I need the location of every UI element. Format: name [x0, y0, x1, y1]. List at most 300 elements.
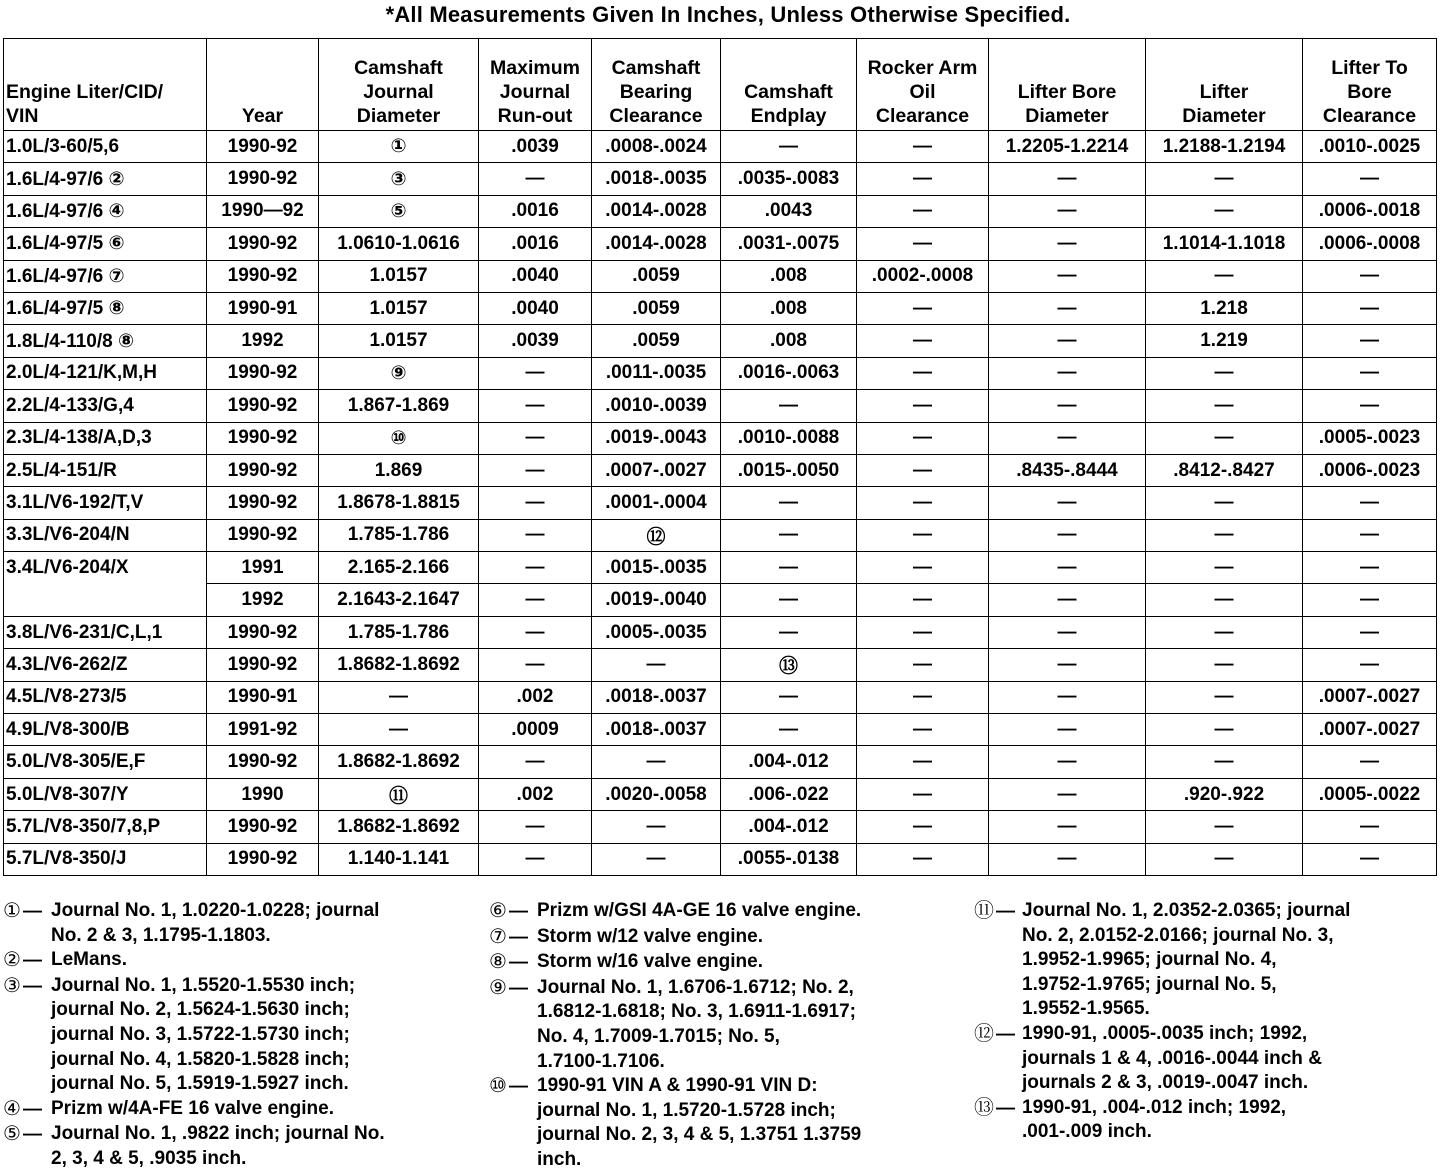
table-cell: —: [989, 390, 1146, 422]
table-cell: —: [989, 325, 1146, 357]
table-cell: —: [857, 616, 989, 648]
table-cell: .8435-.8444: [989, 454, 1146, 486]
column-header: Camshaft Endplay: [721, 39, 857, 131]
table-cell: —: [857, 714, 989, 746]
footnote-number: ⑨: [489, 976, 507, 999]
table-cell: 1.219: [1146, 325, 1303, 357]
table-cell: .0014-.0028: [592, 195, 721, 227]
table-cell: —: [721, 487, 857, 519]
table-cell: —: [989, 584, 1146, 616]
table-row: [4, 454, 1437, 486]
table-cell: .0007-.0027: [592, 454, 721, 486]
table-cell: —: [592, 843, 721, 875]
table-cell: 1.8682-1.8692: [319, 746, 479, 778]
table-cell: —: [989, 228, 1146, 260]
table-cell: 1.0157: [319, 260, 479, 292]
table-cell: —: [1303, 390, 1437, 422]
footnote-text: Journal No. 1, 1.0220-1.0228; journal No. 2 & 3, 1.1795-1.1803.: [51, 900, 380, 946]
table-cell: .0035-.0083: [721, 163, 857, 195]
table-cell: .002: [479, 681, 592, 713]
footnote: [489, 925, 969, 951]
table-cell: ⑬: [721, 649, 857, 681]
table-cell: 1.2205-1.2214: [989, 131, 1146, 163]
table-cell: —: [857, 584, 989, 616]
footnote: [974, 899, 1454, 1022]
footnote-text: Storm w/16 valve engine.: [537, 951, 763, 973]
table-cell: .0001-.0004: [592, 487, 721, 519]
table-cell: .0016: [479, 195, 592, 227]
table-cell: —: [857, 325, 989, 357]
table-row: [4, 778, 1437, 810]
footnote-marker: ② —: [3, 949, 42, 972]
engine-cell: 3.4L/V6-204/X: [4, 552, 207, 584]
table-row: [4, 422, 1437, 454]
column-header: Maximum Journal Run-out: [479, 39, 592, 131]
table-cell: —: [479, 649, 592, 681]
engine-cell: 3.8L/V6-231/C,L,1: [4, 616, 207, 648]
table-cell: .002: [479, 778, 592, 810]
table-cell: 1990-92: [207, 811, 319, 843]
table-cell: —: [319, 714, 479, 746]
table-cell: .006-.022: [721, 778, 857, 810]
table-cell: —: [479, 746, 592, 778]
table-cell: —: [1146, 584, 1303, 616]
table-cell: —: [721, 552, 857, 584]
table-cell: 1.140-1.141: [319, 843, 479, 875]
table-cell: .0043: [721, 195, 857, 227]
table-cell: .0007-.0027: [1303, 714, 1437, 746]
footnote-marker: ⑨ —: [489, 976, 528, 999]
table-cell: 1.1014-1.1018: [1146, 228, 1303, 260]
table-cell: ⑪: [319, 778, 479, 810]
footnote-marker: ① —: [3, 900, 42, 922]
table-cell: —: [721, 131, 857, 163]
table-cell: —: [479, 454, 592, 486]
table-row: [4, 195, 1437, 227]
footnote-text: 1990-91, .0005-.0035 inch; 1992, journals 1 & 4, .0016-.0044 inch & journals 2 & 3, .0019-.0047 inch.: [1022, 1022, 1322, 1094]
table-cell: —: [989, 778, 1146, 810]
table-cell: .0010-.0039: [592, 390, 721, 422]
table-cell: —: [1146, 714, 1303, 746]
table-cell: 1990-92: [207, 422, 319, 454]
footnote: [3, 899, 483, 948]
table-cell: —: [479, 422, 592, 454]
column-header: Rocker Arm Oil Clearance: [857, 39, 989, 131]
engine-cell: 5.0L/V8-305/E,F: [4, 746, 207, 778]
table-cell: 1990-92: [207, 616, 319, 648]
table-cell: —: [1303, 616, 1437, 648]
table-cell: —: [1303, 584, 1437, 616]
table-cell: 1.785-1.786: [319, 616, 479, 648]
table-row: [4, 131, 1437, 163]
table-cell: 1.785-1.786: [319, 519, 479, 551]
table-row: [4, 811, 1437, 843]
table-cell: 1990-92: [207, 228, 319, 260]
table-cell: .004-.012: [721, 746, 857, 778]
engine-cell: 2.0L/4-121/K,M,H: [4, 357, 207, 389]
table-cell: —: [857, 649, 989, 681]
table-cell: —: [1146, 649, 1303, 681]
engine-cell: 1.0L/3-60/5,6: [4, 131, 207, 163]
footnote-marker: ⑧ —: [489, 951, 528, 974]
table-cell: 1990-92: [207, 649, 319, 681]
table-cell: —: [989, 195, 1146, 227]
table-cell: —: [1146, 163, 1303, 195]
table-cell: —: [989, 714, 1146, 746]
engine-cell: 4.3L/V6-262/Z: [4, 649, 207, 681]
table-cell: .0016-.0063: [721, 357, 857, 389]
table-row: [4, 260, 1437, 292]
table-row: [4, 519, 1437, 551]
table-cell: .0005-.0023: [1303, 422, 1437, 454]
column-header: Lifter To Bore Clearance: [1303, 39, 1437, 131]
table-row: [4, 714, 1437, 746]
table-header-row: [4, 39, 1437, 131]
table-cell: 1.8678-1.8815: [319, 487, 479, 519]
table-cell: .0039: [479, 325, 592, 357]
table-cell: .0014-.0028: [592, 228, 721, 260]
table-cell: —: [479, 357, 592, 389]
table-cell: .0005-.0035: [592, 616, 721, 648]
table-cell: .0015-.0050: [721, 454, 857, 486]
table-cell: 1991: [207, 552, 319, 584]
table-cell: .008: [721, 325, 857, 357]
table-cell: .0006-.0023: [1303, 454, 1437, 486]
footnote-text: Journal No. 1, 2.0352-2.0365; journal No. 2, 2.0152-2.0166; journal No. 3, 1.9952-1.9965; journal No. 4, 1.9752-1.9765; journal No. 5, 1.9552-1.9565.: [1022, 900, 1351, 1020]
table-row: [4, 163, 1437, 195]
table-cell: 1.8682-1.8692: [319, 649, 479, 681]
table-cell: .0019-.0040: [592, 584, 721, 616]
engine-cell: 4.5L/V8-273/5: [4, 681, 207, 713]
table-cell: .0055-.0138: [721, 843, 857, 875]
engine-cell: 5.7L/V8-350/J: [4, 843, 207, 875]
footnote-number: ③: [3, 974, 21, 997]
table-cell: —: [1146, 519, 1303, 551]
engine-cell: 4.9L/V8-300/B: [4, 714, 207, 746]
table-cell: 1990: [207, 778, 319, 810]
table-cell: —: [857, 195, 989, 227]
table-cell: .0016: [479, 228, 592, 260]
table-cell: —: [721, 714, 857, 746]
table-cell: —: [989, 487, 1146, 519]
table-cell: —: [721, 616, 857, 648]
table-cell: —: [1146, 422, 1303, 454]
table-cell: .0031-.0075: [721, 228, 857, 260]
footnote-marker: ⑫ —: [974, 1022, 1015, 1045]
table-cell: —: [1303, 519, 1437, 551]
table-row: [4, 228, 1437, 260]
footnote-text: Journal No. 1, 1.5520-1.5530 inch; journal No. 2, 1.5624-1.5630 inch; journal No. 3, 1.5722-1.5730 inch; journal No. 4, 1.5820-1.5828 inch; journal No. 5, 1.5919-1.5927 inch.: [51, 974, 356, 1095]
table-cell: —: [1303, 357, 1437, 389]
column-header: Camshaft Journal Diameter: [319, 39, 479, 131]
table-cell: 1990-92: [207, 454, 319, 486]
table-cell: —: [989, 616, 1146, 648]
table-cell: —: [989, 163, 1146, 195]
table-cell: —: [857, 454, 989, 486]
footnotes-column-3: [974, 899, 1454, 1145]
table-row: [4, 843, 1437, 875]
table-cell: 1990-92: [207, 260, 319, 292]
footnote: [489, 976, 969, 1074]
footnote-text: Prizm w/4A-FE 16 valve engine.: [51, 1097, 334, 1119]
table-cell: ⑫: [592, 519, 721, 551]
table-cell: —: [857, 552, 989, 584]
table-cell: —: [857, 487, 989, 519]
table-cell: .0059: [592, 292, 721, 324]
table-cell: 1.0610-1.0616: [319, 228, 479, 260]
table-cell: 1990-92: [207, 131, 319, 163]
table-cell: —: [479, 552, 592, 584]
table-cell: —: [1146, 195, 1303, 227]
table-cell: —: [1303, 811, 1437, 843]
footnote-text: Prizm w/GSI 4A-GE 16 valve engine.: [537, 900, 862, 921]
footnote: [489, 1074, 969, 1172]
table-cell: —: [1146, 357, 1303, 389]
table-cell: —: [1146, 390, 1303, 422]
table-cell: .0018-.0037: [592, 681, 721, 713]
table-cell: 1992: [207, 325, 319, 357]
footnote-marker: ⑬ —: [974, 1096, 1015, 1119]
table-cell: —: [479, 584, 592, 616]
footnote-text: LeMans.: [51, 949, 128, 971]
table-cell: .008: [721, 260, 857, 292]
table-cell: —: [857, 811, 989, 843]
table-cell: 1990-92: [207, 519, 319, 551]
table-cell: —: [989, 811, 1146, 843]
engine-cell: 2.2L/4-133/G,4: [4, 390, 207, 422]
table-cell: —: [592, 649, 721, 681]
table-cell: —: [989, 681, 1146, 713]
footnote-number: ⑩: [489, 1075, 507, 1098]
table-cell: —: [1303, 487, 1437, 519]
table-cell: .0018-.0037: [592, 714, 721, 746]
table-cell: —: [479, 843, 592, 875]
table-cell: —: [1303, 260, 1437, 292]
table-cell: 1991-92: [207, 714, 319, 746]
table-cell: —: [1146, 260, 1303, 292]
footnote: [489, 899, 969, 925]
table-cell: —: [857, 357, 989, 389]
table-cell: .0059: [592, 325, 721, 357]
table-cell: 1990-92: [207, 746, 319, 778]
footnote-number: ⑬: [974, 1096, 994, 1119]
footnote-text: Journal No. 1, 1.6706-1.6712; No. 2, 1.6812-1.6818; No. 3, 1.6911-1.6917; No. 4, 1.7009-1.7015; No. 5, 1.7100-1.7106.: [537, 976, 857, 1072]
table-row: [4, 681, 1437, 713]
engine-cell: 1.6L/4-97/6 ②: [4, 163, 207, 195]
table-cell: —: [989, 843, 1146, 875]
table-cell: —: [857, 746, 989, 778]
table-cell: —: [857, 843, 989, 875]
table-cell: .0010-.0025: [1303, 131, 1437, 163]
table-cell: —: [989, 260, 1146, 292]
table-cell: .0010-.0088: [721, 422, 857, 454]
footnote-text: 1990-91 VIN A & 1990-91 VIN D: journal No. 1, 1.5720-1.5728 inch; journal No. 2, 3, 4 & 5, 1.3751 1.3759 inch.: [537, 1075, 862, 1170]
footnote-marker: ③ —: [3, 974, 42, 997]
table-cell: .004-.012: [721, 811, 857, 843]
footnote-number: ①: [3, 900, 21, 922]
engine-cell: 3.1L/V6-192/T,V: [4, 487, 207, 519]
table-row: [4, 746, 1437, 778]
engine-cell: 5.0L/V8-307/Y: [4, 778, 207, 810]
footnote-marker: ⑥ —: [489, 900, 528, 922]
table-cell: .0006-.0018: [1303, 195, 1437, 227]
footnote-number: ⑦: [489, 925, 507, 948]
engine-cell: [4, 584, 207, 616]
table-cell: ③: [319, 163, 479, 195]
table-cell: .0002-.0008: [857, 260, 989, 292]
table-cell: 1.0157: [319, 325, 479, 357]
table-cell: ⑩: [319, 422, 479, 454]
table-cell: ①: [319, 131, 479, 163]
table-cell: —: [1146, 616, 1303, 648]
table-cell: 2.165-2.166: [319, 552, 479, 584]
table-row: [4, 487, 1437, 519]
table-cell: —: [721, 584, 857, 616]
table-cell: 1.0157: [319, 292, 479, 324]
engine-cell: 1.8L/4-110/8 ⑧: [4, 325, 207, 357]
table-cell: —: [1146, 746, 1303, 778]
table-cell: .0011-.0035: [592, 357, 721, 389]
table-cell: —: [857, 163, 989, 195]
footnotes-column-2: [489, 899, 969, 1173]
table-cell: —: [857, 519, 989, 551]
table-cell: —: [1303, 552, 1437, 584]
footnote: [3, 1122, 483, 1171]
table-cell: —: [721, 681, 857, 713]
column-header: Camshaft Bearing Clearance: [592, 39, 721, 131]
table-cell: —: [479, 811, 592, 843]
column-header: Year: [207, 39, 319, 131]
camshaft-specifications-table: [3, 38, 1437, 876]
footnote: [3, 1097, 483, 1123]
footnote-number: ⑤: [3, 1123, 21, 1146]
table-cell: .0005-.0022: [1303, 778, 1437, 810]
footnote-number: ⑪: [974, 900, 994, 922]
table-cell: .008: [721, 292, 857, 324]
footnote-number: ⑥: [489, 900, 507, 922]
footnote-text: Journal No. 1, .9822 inch; journal No. 2, 3, 4 & 5, .9035 inch.: [51, 1123, 385, 1169]
engine-cell: 2.5L/4-151/R: [4, 454, 207, 486]
table-cell: 1990-92: [207, 163, 319, 195]
table-cell: .0009: [479, 714, 592, 746]
table-cell: —: [857, 131, 989, 163]
footnote-number: ⑫: [974, 1022, 994, 1045]
table-cell: .920-.922: [1146, 778, 1303, 810]
engine-cell: 3.3L/V6-204/N: [4, 519, 207, 551]
table-cell: —: [857, 681, 989, 713]
footnote-marker: ⑦ —: [489, 925, 528, 948]
footnote-text: 1990-91, .004-.012 inch; 1992, .001-.009 inch.: [1022, 1096, 1287, 1143]
table-row: [4, 649, 1437, 681]
table-row: [4, 584, 1437, 616]
column-header: Engine Liter/CID/ VIN: [4, 39, 207, 131]
table-cell: 1990-92: [207, 843, 319, 875]
table-cell: —: [1303, 292, 1437, 324]
table-cell: —: [989, 357, 1146, 389]
table-cell: .0018-.0035: [592, 163, 721, 195]
table-cell: 1990—92: [207, 195, 319, 227]
table-row: [4, 552, 1437, 584]
table-row: [4, 390, 1437, 422]
table-cell: —: [857, 292, 989, 324]
table-cell: 1992: [207, 584, 319, 616]
table-cell: .0059: [592, 260, 721, 292]
footnote: [489, 950, 969, 976]
table-row: [4, 357, 1437, 389]
table-cell: —: [1146, 811, 1303, 843]
table-cell: .0006-.0008: [1303, 228, 1437, 260]
table-cell: —: [1303, 843, 1437, 875]
engine-cell: 1.6L/4-97/5 ⑥: [4, 228, 207, 260]
table-cell: —: [1303, 649, 1437, 681]
table-cell: —: [989, 552, 1146, 584]
footnote-number: ⑧: [489, 951, 507, 974]
table-cell: —: [479, 487, 592, 519]
table-cell: 1990-92: [207, 390, 319, 422]
table-row: [4, 325, 1437, 357]
footnote: [3, 948, 483, 974]
footnote: [974, 1022, 1454, 1096]
table-cell: —: [479, 519, 592, 551]
table-cell: 1.867-1.869: [319, 390, 479, 422]
column-header: Lifter Bore Diameter: [989, 39, 1146, 131]
footnote: [974, 1096, 1454, 1145]
footnote-marker: ⑩ —: [489, 1075, 528, 1098]
table-cell: —: [857, 422, 989, 454]
table-cell: —: [479, 163, 592, 195]
table-cell: —: [989, 292, 1146, 324]
page-title: *All Measurements Given In Inches, Unless Otherwise Specified.: [385, 2, 1071, 27]
table-cell: —: [479, 390, 592, 422]
table-cell: —: [1146, 681, 1303, 713]
footnote: [3, 974, 483, 1097]
engine-cell: 1.6L/4-97/5 ⑧: [4, 292, 207, 324]
table-cell: —: [592, 746, 721, 778]
engine-cell: 1.6L/4-97/6 ⑦: [4, 260, 207, 292]
table-cell: —: [989, 422, 1146, 454]
table-cell: ⑤: [319, 195, 479, 227]
table-cell: 1.869: [319, 454, 479, 486]
table-cell: .8412-.8427: [1146, 454, 1303, 486]
table-cell: 2.1643-2.1647: [319, 584, 479, 616]
table-cell: 1.218: [1146, 292, 1303, 324]
table-cell: —: [857, 228, 989, 260]
footnote-text: Storm w/12 valve engine.: [537, 925, 763, 947]
table-cell: 1990-92: [207, 487, 319, 519]
table-cell: —: [1303, 746, 1437, 778]
engine-cell: 2.3L/4-138/A,D,3: [4, 422, 207, 454]
table-cell: —: [721, 519, 857, 551]
column-header: Lifter Diameter: [1146, 39, 1303, 131]
table-cell: .0008-.0024: [592, 131, 721, 163]
table-cell: —: [721, 390, 857, 422]
table-cell: —: [479, 616, 592, 648]
table-cell: .0040: [479, 292, 592, 324]
table-cell: —: [319, 681, 479, 713]
footnote-number: ②: [3, 949, 21, 972]
footnote-marker: ⑤ —: [3, 1123, 42, 1146]
table-row: [4, 292, 1437, 324]
engine-cell: 1.6L/4-97/6 ④: [4, 195, 207, 227]
table-cell: 1990-92: [207, 357, 319, 389]
table-cell: —: [989, 519, 1146, 551]
table-cell: .0019-.0043: [592, 422, 721, 454]
table-body: [4, 131, 1437, 876]
table-cell: .0039: [479, 131, 592, 163]
table-cell: —: [1303, 325, 1437, 357]
table-row: [4, 616, 1437, 648]
table-cell: —: [1146, 552, 1303, 584]
